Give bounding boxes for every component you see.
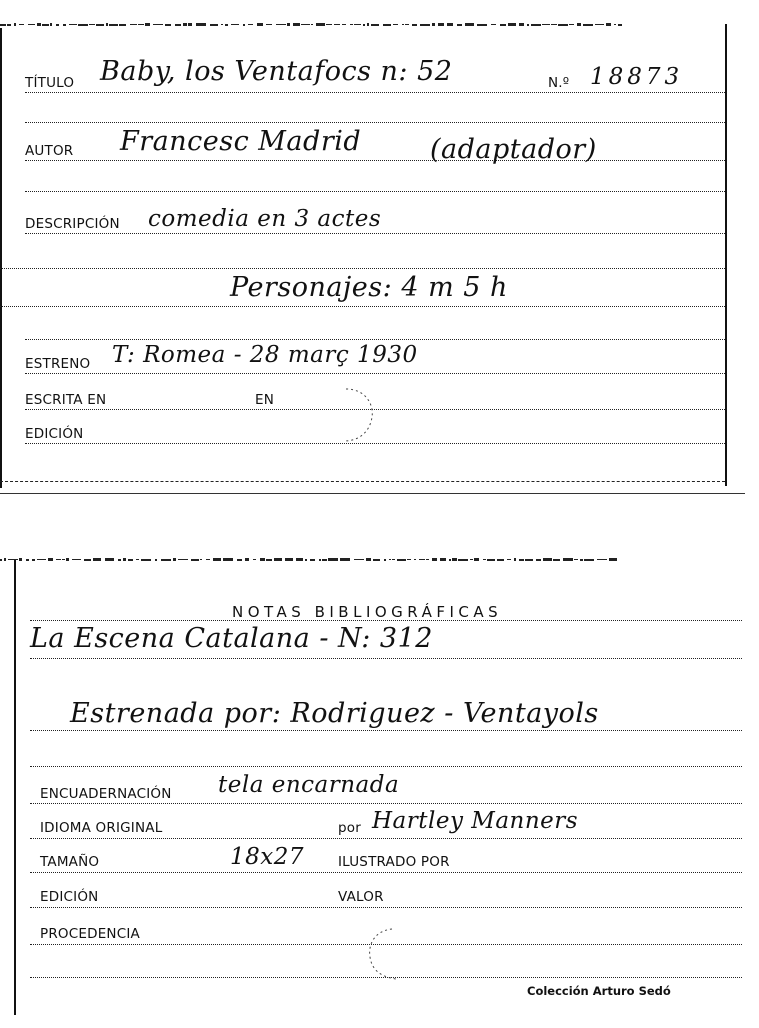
edge-speck [191, 559, 199, 561]
edge-speck [618, 24, 622, 26]
edge-speck [196, 23, 206, 26]
edge-speck [310, 559, 315, 561]
encuadernacion-value: tela encarnada [218, 772, 400, 798]
edge-speck [405, 24, 409, 25]
edge-speck [4, 558, 6, 561]
edge-speck [350, 24, 353, 25]
edge-speck [293, 23, 300, 26]
edge-speck [414, 559, 416, 560]
edicion-label: EDICIÓN [25, 426, 84, 442]
edge-speck [155, 559, 157, 561]
edge-speck [597, 559, 607, 560]
edge-speck [183, 23, 187, 26]
collection-credit: Colección Arturo Sedó [527, 984, 671, 998]
section-heading: NOTAS BIBLIOGRÁFICAS [232, 603, 503, 621]
edge-speck [363, 24, 365, 26]
line-7 [0, 306, 725, 307]
number-value: 18873 [590, 64, 684, 90]
edge-speck [253, 559, 256, 560]
edge-speck [311, 24, 313, 25]
idioma-line [30, 838, 742, 839]
edge-speck [457, 24, 462, 26]
edge-speck [500, 24, 506, 26]
edge-speck [223, 558, 233, 561]
edge-speck [145, 23, 150, 26]
edge-speck [138, 24, 144, 25]
note-2: Estrenada por: Rodriguez - Ventayols [70, 698, 599, 729]
edge-speck [105, 558, 114, 561]
edge-speck [56, 24, 59, 26]
edge-speck [514, 558, 516, 561]
edge-speck [407, 559, 411, 560]
tamano-label: TAMAÑO [40, 854, 100, 870]
edge-speck [452, 558, 457, 561]
edge-speck [402, 24, 404, 25]
edge-speck [78, 24, 88, 26]
edge-speck [173, 558, 176, 561]
ilustrado-label: ILUSTRADO POR [338, 854, 450, 870]
edge-speck [507, 559, 511, 560]
edge-speck [447, 23, 453, 26]
edge-speck [527, 24, 529, 26]
edge-speck [188, 23, 192, 26]
heading-line [30, 620, 742, 621]
line-2 [25, 122, 725, 123]
autor-line [25, 160, 725, 161]
edge-speck [583, 24, 593, 26]
edge-speck [543, 558, 552, 561]
edge-speck [69, 24, 77, 25]
edge-speck [276, 24, 286, 25]
line-last [30, 977, 742, 978]
edge-speck [531, 24, 541, 26]
edge-speck [237, 559, 242, 561]
card-divider [0, 493, 745, 494]
edge-speck [89, 24, 95, 25]
edge-speck [371, 24, 379, 26]
edge-speck [449, 559, 451, 561]
edge-speck [285, 558, 293, 561]
edge-speck [393, 24, 398, 25]
edge-speck [225, 24, 228, 26]
edge-speck [326, 24, 332, 25]
edge-speck [266, 559, 272, 561]
personajes-value: Personajes: 4 m 5 h [230, 272, 508, 303]
edge-speck [606, 23, 611, 26]
edge-speck [519, 559, 524, 561]
card-top-edge [0, 549, 745, 557]
edge-speck [319, 559, 321, 561]
tamano-line [30, 872, 742, 873]
edge-speck [392, 559, 395, 560]
edge-speck [553, 559, 560, 561]
edge-speck [354, 24, 361, 25]
edge-speck [419, 559, 425, 560]
edge-speck [62, 559, 65, 560]
edge-speck [287, 23, 290, 26]
edge-speck [580, 559, 583, 561]
card-left-border [14, 560, 16, 1015]
edge-speck [373, 559, 380, 561]
edicion-line-2 [30, 907, 742, 908]
edge-speck [221, 24, 223, 25]
edge-speck [340, 558, 350, 561]
descripcion-line [25, 233, 725, 234]
edge-speck [487, 559, 495, 561]
edge-speck [19, 558, 22, 561]
edge-speck [200, 559, 202, 560]
edge-speck [19, 24, 24, 25]
edge-speck [609, 558, 617, 561]
escrita-label: ESCRITA EN [25, 392, 107, 408]
edge-speck [14, 23, 16, 26]
line-6 [0, 268, 725, 269]
edge-speck [354, 559, 364, 560]
edge-speck [389, 559, 391, 560]
edge-speck [96, 24, 104, 26]
edge-speck [210, 24, 218, 26]
edge-speck [26, 559, 29, 561]
edge-speck [342, 24, 346, 25]
edge-speck [491, 24, 496, 25]
edge-speck [334, 24, 340, 25]
edge-speck [119, 24, 126, 26]
edge-speck [56, 559, 61, 560]
edge-speck [63, 24, 66, 26]
line-8 [25, 339, 725, 340]
edge-speck [175, 24, 181, 26]
edge-speck [470, 559, 473, 560]
estreno-value: T: Romea - 28 març 1930 [112, 342, 418, 368]
edge-speck [266, 24, 272, 25]
procedencia-label: PROCEDENCIA [40, 926, 140, 942]
punch-hole [362, 925, 432, 983]
edge-speck [130, 24, 137, 25]
edge-speck [519, 23, 524, 26]
edge-speck [123, 558, 126, 561]
edge-speck [8, 559, 18, 560]
edge-speck [420, 24, 430, 26]
edge-speck [426, 559, 429, 560]
edge-speck [260, 558, 265, 561]
edge-speck [136, 559, 139, 560]
edge-speck [213, 558, 221, 561]
edge-speck [508, 23, 516, 26]
edge-speck [48, 558, 53, 561]
edge-speck [165, 24, 171, 26]
edge-speck [383, 24, 391, 26]
edge-speck [477, 24, 487, 26]
edge-speck [0, 559, 2, 561]
card-bottom-line [0, 481, 725, 482]
edge-speck [0, 24, 6, 26]
edge-speck [93, 558, 101, 561]
edge-speck [32, 559, 35, 561]
edge-speck [569, 24, 574, 25]
edge-speck [440, 558, 446, 561]
idioma-label: IDIOMA ORIGINAL [40, 820, 163, 836]
edge-speck [438, 23, 444, 26]
edge-speck [305, 559, 307, 561]
titulo-value: Baby, los Ventafocs n: 52 [100, 56, 453, 87]
edge-speck [257, 23, 263, 26]
edge-speck [614, 24, 616, 25]
edge-speck [483, 559, 486, 560]
edge-speck [118, 559, 121, 561]
edge-speck [66, 558, 69, 561]
edge-speck [474, 558, 479, 561]
edge-speck [72, 559, 81, 560]
edge-speck [161, 559, 171, 561]
edge-speck [497, 559, 504, 561]
edge-speck [458, 559, 468, 561]
edge-speck [231, 24, 239, 25]
edicion-label-2: EDICIÓN [40, 889, 99, 905]
card-right-border [725, 24, 727, 486]
edge-speck [316, 23, 325, 26]
tamano-value: 18x27 [230, 844, 305, 870]
edge-speck [366, 558, 371, 561]
por-label: por [338, 820, 361, 836]
edge-speck [432, 23, 435, 26]
valor-label: VALOR [338, 889, 384, 905]
encuadernacion-line [30, 803, 742, 804]
edge-speck [465, 23, 474, 26]
edge-speck [525, 559, 533, 561]
encuadernacion-label: ENCUADERNACIÓN [40, 786, 172, 802]
en-label: EN [255, 392, 275, 408]
edge-speck [296, 558, 303, 561]
edge-speck [42, 24, 49, 26]
estreno-label: ESTRENO [25, 356, 91, 372]
edge-speck [574, 559, 578, 560]
line-4 [25, 191, 725, 192]
titulo-line [25, 92, 725, 93]
edge-speck [542, 24, 550, 25]
edge-speck [245, 558, 249, 561]
autor-label: AUTOR [25, 143, 74, 159]
edge-speck [301, 24, 310, 25]
edge-speck [84, 559, 91, 561]
edge-speck [551, 24, 557, 25]
line-n3 [30, 766, 742, 767]
titulo-label: TÍTULO [25, 75, 75, 91]
edge-speck [432, 558, 437, 561]
edge-speck [367, 23, 369, 26]
edge-speck [536, 559, 541, 561]
edge-speck [248, 24, 253, 25]
edge-speck [109, 24, 118, 26]
por-value: Hartley Manners [372, 808, 579, 834]
card-top-edge [0, 14, 745, 22]
autor-value: Francesc Madrid [120, 126, 362, 157]
edge-speck [37, 559, 46, 560]
edge-speck [584, 559, 594, 561]
edge-speck [563, 558, 573, 561]
edge-speck [7, 24, 11, 26]
edge-speck [322, 559, 327, 561]
edge-speck [141, 559, 151, 561]
card-left-border [0, 28, 2, 488]
descripcion-label: DESCRIPCIÓN [25, 216, 120, 232]
line-n1 [30, 658, 742, 659]
edge-speck [412, 24, 417, 26]
edge-speck [28, 24, 35, 25]
estreno-line [25, 373, 725, 374]
edge-speck [384, 559, 386, 561]
edge-speck [397, 559, 406, 561]
number-label: N.º [548, 75, 570, 91]
edge-speck [153, 24, 163, 25]
note-1: La Escena Catalana - N: 312 [30, 623, 433, 654]
edge-speck [128, 559, 133, 561]
edge-speck [178, 559, 188, 560]
edge-speck [243, 24, 245, 26]
edge-speck [37, 23, 41, 26]
edge-speck [558, 24, 568, 26]
edge-speck [577, 23, 581, 26]
descripcion-value: comedia en 3 actes [148, 206, 382, 232]
line-n2 [30, 730, 742, 731]
autor-role: (adaptador) [430, 134, 597, 165]
edge-speck [595, 24, 604, 25]
edge-speck [50, 23, 52, 26]
edge-speck [206, 559, 210, 560]
edge-speck [274, 558, 282, 561]
edge-speck [106, 23, 108, 26]
punch-hole [308, 385, 378, 447]
edge-speck [328, 558, 338, 561]
